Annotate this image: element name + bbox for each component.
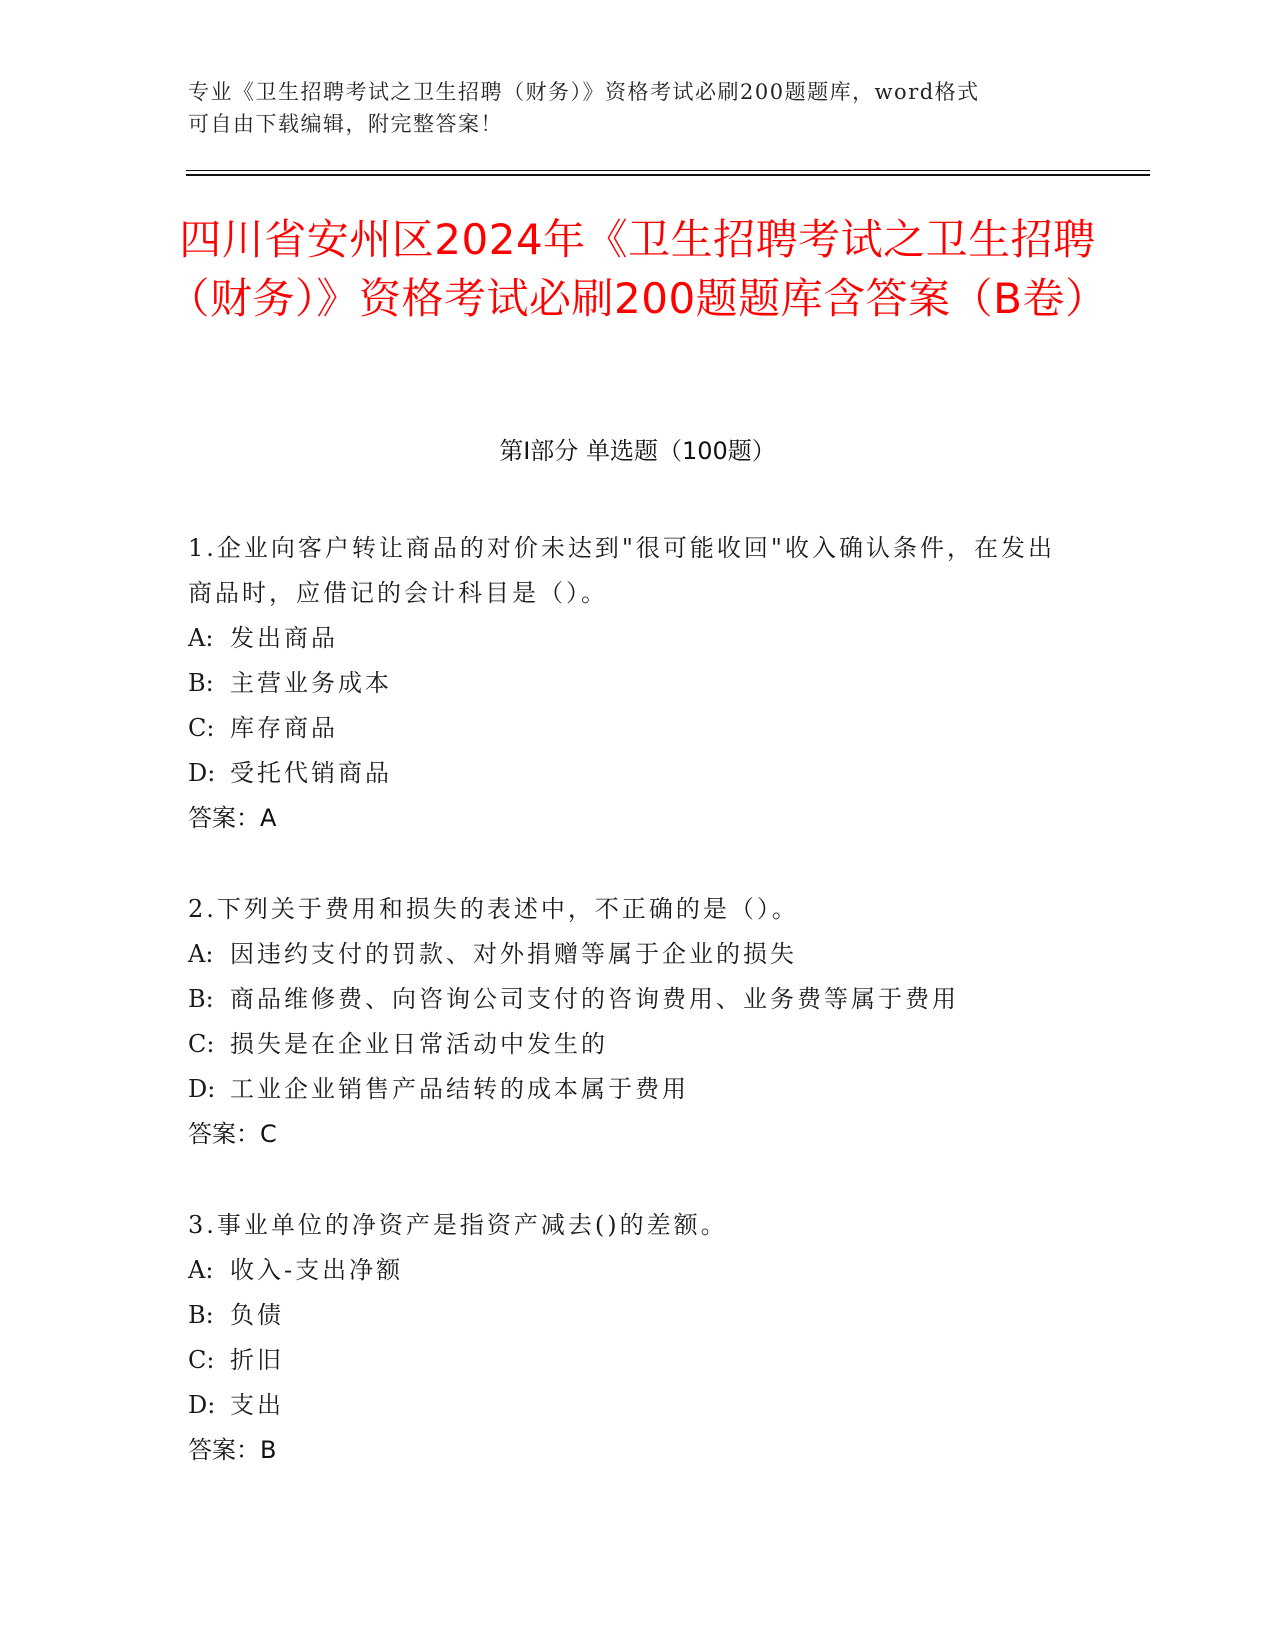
header-divider-thick: [186, 174, 1150, 176]
question-stem: 1.企业向客户转让商品的对价未达到"很可能收回"收入确认条件，在发出商品时，应借记的会计科目是（）。: [188, 534, 1055, 607]
option-text: 库存商品: [230, 714, 338, 742]
question-answer: 答案：A: [188, 804, 277, 832]
option-text: 负债: [230, 1301, 284, 1329]
header-note: [188, 76, 1088, 140]
question-answer: 答案：C: [188, 1120, 277, 1148]
option-c: [188, 1022, 1068, 1067]
option-c: [188, 1338, 1068, 1383]
section-title: 第Ⅰ部分 单选题（100题）: [499, 437, 776, 465]
document-title: 四川省安州区2024年《卫生招聘考试之卫生招聘（财务）》资格考试必刷200题题库含答案（B卷）: [167, 215, 1108, 323]
option-text: 主营业务成本: [230, 669, 392, 697]
option-a: [188, 616, 1068, 661]
option-text: 发出商品: [230, 624, 338, 652]
question-list: [188, 526, 1068, 1519]
option-letter: A:: [188, 624, 214, 652]
option-text: 受托代销商品: [230, 759, 392, 787]
option-b: [188, 1293, 1068, 1338]
question-item: [188, 526, 1068, 841]
header-note-line-1: 专业《卫生招聘考试之卫生招聘（财务）》资格考试必刷200题题库，word格式: [188, 80, 980, 104]
option-letter: C:: [188, 714, 215, 742]
option-text: 收入-支出净额: [230, 1256, 404, 1284]
option-a: [188, 1248, 1068, 1293]
option-letter: B:: [188, 1301, 214, 1329]
option-c: [188, 706, 1068, 751]
header-divider-thin: [186, 170, 1150, 171]
option-b: [188, 977, 1068, 1022]
option-text: 因违约支付的罚款、对外捐赠等属于企业的损失: [230, 940, 797, 968]
option-letter: D:: [188, 759, 216, 787]
option-letter: A:: [188, 1256, 214, 1284]
option-letter: B:: [188, 669, 214, 697]
option-letter: C:: [188, 1346, 215, 1374]
question-stem: 3.事业单位的净资产是指资产减去()的差额。: [188, 1211, 728, 1239]
option-text: 工业企业销售产品结转的成本属于费用: [230, 1075, 689, 1103]
question-item: [188, 887, 1068, 1157]
option-letter: D:: [188, 1075, 216, 1103]
option-text: 折旧: [230, 1346, 284, 1374]
option-text: 支出: [230, 1391, 284, 1419]
option-letter: A:: [188, 940, 214, 968]
question-stem: 2.下列关于费用和损失的表述中，不正确的是（）。: [188, 895, 799, 923]
option-letter: D:: [188, 1391, 216, 1419]
option-d: [188, 1067, 1068, 1112]
option-letter: B:: [188, 985, 214, 1013]
option-b: [188, 661, 1068, 706]
option-d: [188, 751, 1068, 796]
option-d: [188, 1383, 1068, 1428]
question-answer: 答案：B: [188, 1436, 277, 1464]
option-text: 损失是在企业日常活动中发生的: [230, 1030, 608, 1058]
option-text: 商品维修费、向咨询公司支付的咨询费用、业务费等属于费用: [230, 985, 959, 1013]
option-a: [188, 932, 1068, 977]
question-item: [188, 1203, 1068, 1473]
option-letter: C:: [188, 1030, 215, 1058]
header-note-line-2: 可自由下载编辑，附完整答案！: [188, 112, 503, 136]
